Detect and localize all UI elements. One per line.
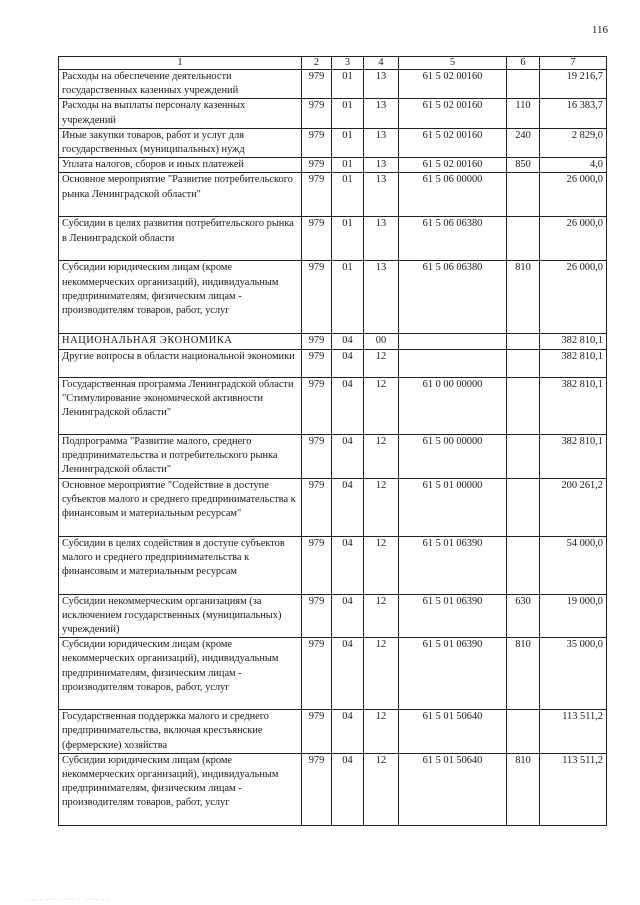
row-section-code: 04 [332, 434, 364, 478]
row-gr-code: 979 [302, 349, 332, 377]
row-name: Уплата налогов, сборов и иных платежей [59, 158, 302, 173]
row-expense-type [507, 70, 540, 99]
table-row [59, 158, 607, 173]
row-subsection-code: 12 [364, 753, 399, 825]
table-row [59, 710, 607, 754]
row-subsection-code: 13 [364, 70, 399, 99]
row-amount: 19 000,0 [540, 594, 607, 638]
row-subsection-code: 13 [364, 173, 399, 217]
row-amount: 4,0 [540, 158, 607, 173]
row-section-code: 04 [332, 334, 364, 349]
row-section-code: 01 [332, 70, 364, 99]
row-expense-type [507, 349, 540, 377]
row-target-code: 61 5 02 00160 [399, 99, 507, 128]
row-name: Субсидии юридическим лицам (кроме некоммерческих организаций), индивидуальным предпринимателям, физическим лицам - производителям товаров, работ, услуг [59, 638, 302, 710]
table-row [59, 70, 607, 99]
row-name: Расходы на обеспечение деятельности государственных казенных учреждений [59, 70, 302, 99]
row-name: Субсидии юридическим лицам (кроме некоммерческих организаций), индивидуальным предпринимателям, физическим лицам - производителям товаров, работ, услуг [59, 753, 302, 825]
row-section-code: 01 [332, 128, 364, 157]
row-name: Подпрограмма "Развитие малого, среднего предпринимательства и потребительского рынка Ленинградской области" [59, 434, 302, 478]
column-header: 7 [540, 57, 607, 70]
row-name: Основное мероприятие "Развитие потребительского рынка Ленинградской области" [59, 173, 302, 217]
table-row [59, 478, 607, 536]
row-section-code: 04 [332, 638, 364, 710]
row-amount: 26 000,0 [540, 261, 607, 334]
row-section-code: 04 [332, 753, 364, 825]
row-target-code: 61 5 01 06390 [399, 638, 507, 710]
row-amount: 26 000,0 [540, 217, 607, 261]
column-header: 3 [332, 57, 364, 70]
row-gr-code: 979 [302, 434, 332, 478]
row-expense-type: 810 [507, 753, 540, 825]
row-gr-code: 979 [302, 594, 332, 638]
row-subsection-code: 12 [364, 710, 399, 754]
page-number: 116 [591, 24, 608, 36]
row-expense-type: 110 [507, 99, 540, 128]
row-gr-code: 979 [302, 158, 332, 173]
row-name: Расходы на выплаты персоналу казенных учреждений [59, 99, 302, 128]
row-target-code [399, 334, 507, 349]
row-gr-code: 979 [302, 173, 332, 217]
row-expense-type: 810 [507, 261, 540, 334]
row-amount: 35 000,0 [540, 638, 607, 710]
column-header: 6 [507, 57, 540, 70]
row-amount: 382 810,1 [540, 434, 607, 478]
row-section-code: 04 [332, 710, 364, 754]
row-target-code: 61 5 00 00000 [399, 434, 507, 478]
row-target-code: 61 5 02 00160 [399, 128, 507, 157]
row-gr-code: 979 [302, 710, 332, 754]
row-amount: 54 000,0 [540, 536, 607, 594]
row-section-code: 04 [332, 594, 364, 638]
row-gr-code: 979 [302, 334, 332, 349]
table-row [59, 217, 607, 261]
row-gr-code: 979 [302, 536, 332, 594]
row-name: Государственная программа Ленинградской области "Стимулирование экономической активности Ленинградской области" [59, 377, 302, 434]
row-expense-type: 810 [507, 638, 540, 710]
row-section-code: 01 [332, 217, 364, 261]
row-section-code: 04 [332, 377, 364, 434]
row-amount: 19 216,7 [540, 70, 607, 99]
row-name: Другие вопросы в области национальной экономики [59, 349, 302, 377]
table-row [59, 99, 607, 128]
row-target-code [399, 349, 507, 377]
row-expense-type: 240 [507, 128, 540, 157]
table-row [59, 434, 607, 478]
row-expense-type [507, 334, 540, 349]
row-gr-code: 979 [302, 753, 332, 825]
row-target-code: 61 0 00 00000 [399, 377, 507, 434]
row-gr-code: 979 [302, 478, 332, 536]
row-subsection-code: 13 [364, 217, 399, 261]
row-expense-type [507, 217, 540, 261]
row-name: НАЦИОНАЛЬНАЯ ЭКОНОМИКА [59, 334, 302, 349]
row-expense-type [507, 377, 540, 434]
row-target-code: 61 5 06 00000 [399, 173, 507, 217]
row-target-code: 61 5 01 00000 [399, 478, 507, 536]
row-subsection-code: 13 [364, 158, 399, 173]
row-amount: 113 511,2 [540, 710, 607, 754]
row-amount: 382 810,1 [540, 377, 607, 434]
table-row [59, 173, 607, 217]
row-section-code: 04 [332, 536, 364, 594]
row-expense-type: 630 [507, 594, 540, 638]
row-amount: 382 810,1 [540, 349, 607, 377]
row-expense-type [507, 710, 540, 754]
row-name: Субсидии в целях содействия в доступе субъектов малого и среднего предпринимательства к финансовым и материальным ресурсам [59, 536, 302, 594]
row-section-code: 01 [332, 261, 364, 334]
row-expense-type: 850 [507, 158, 540, 173]
row-subsection-code: 12 [364, 638, 399, 710]
table-row [59, 261, 607, 334]
row-name: Субсидии в целях развития потребительского рынка в Ленинградской области [59, 217, 302, 261]
row-subsection-code: 00 [364, 334, 399, 349]
row-subsection-code: 12 [364, 434, 399, 478]
row-target-code: 61 5 01 06390 [399, 594, 507, 638]
row-gr-code: 979 [302, 377, 332, 434]
row-expense-type [507, 536, 540, 594]
row-gr-code: 979 [302, 70, 332, 99]
table-row [59, 128, 607, 157]
row-amount: 26 000,0 [540, 173, 607, 217]
row-expense-type [507, 434, 540, 478]
table-body [59, 70, 607, 826]
row-gr-code: 979 [302, 638, 332, 710]
row-target-code: 61 5 06 06380 [399, 217, 507, 261]
row-subsection-code: 12 [364, 594, 399, 638]
row-name: Основное мероприятие "Содействие в доступе субъектов малого и среднего предпринимательства к финансовым и материальным ресурсам" [59, 478, 302, 536]
row-gr-code: 979 [302, 128, 332, 157]
row-gr-code: 979 [302, 217, 332, 261]
budget-table [58, 56, 607, 826]
row-amount: 2 829,0 [540, 128, 607, 157]
table-row [59, 334, 607, 349]
row-expense-type [507, 173, 540, 217]
row-subsection-code: 12 [364, 536, 399, 594]
row-target-code: 61 5 01 06390 [399, 536, 507, 594]
scan-footer-marks: . ,.. ... ...... .... .. [26, 896, 110, 902]
row-amount: 382 810,1 [540, 334, 607, 349]
row-section-code: 01 [332, 173, 364, 217]
row-subsection-code: 12 [364, 349, 399, 377]
table-row [59, 638, 607, 710]
table-row [59, 536, 607, 594]
row-section-code: 01 [332, 158, 364, 173]
column-header: 2 [302, 57, 332, 70]
row-subsection-code: 13 [364, 261, 399, 334]
row-subsection-code: 12 [364, 377, 399, 434]
column-header: 1 [59, 57, 302, 70]
row-section-code: 04 [332, 478, 364, 536]
row-target-code: 61 5 06 06380 [399, 261, 507, 334]
row-target-code: 61 5 02 00160 [399, 70, 507, 99]
table-row [59, 377, 607, 434]
row-subsection-code: 13 [364, 128, 399, 157]
table-row [59, 753, 607, 825]
row-name: Субсидии юридическим лицам (кроме некоммерческих организаций), индивидуальным предпринимателям, физическим лицам - производителям товаров, работ, услуг [59, 261, 302, 334]
table-header-row [59, 57, 607, 70]
row-amount: 113 511,2 [540, 753, 607, 825]
row-name: Субсидии некоммерческим организациям (за исключением государственных (муниципальных) учреждений) [59, 594, 302, 638]
row-amount: 200 261,2 [540, 478, 607, 536]
row-subsection-code: 13 [364, 99, 399, 128]
row-target-code: 61 5 01 50640 [399, 753, 507, 825]
row-expense-type [507, 478, 540, 536]
row-name: Иные закупки товаров, работ и услуг для государственных (муниципальных) нужд [59, 128, 302, 157]
row-section-code: 04 [332, 349, 364, 377]
column-header: 4 [364, 57, 399, 70]
row-target-code: 61 5 02 00160 [399, 158, 507, 173]
row-gr-code: 979 [302, 99, 332, 128]
row-name: Государственная поддержка малого и среднего предпринимательства, включая крестьянские (фермерские) хозяйства [59, 710, 302, 754]
row-amount: 16 383,7 [540, 99, 607, 128]
column-header: 5 [399, 57, 507, 70]
row-section-code: 01 [332, 99, 364, 128]
row-target-code: 61 5 01 50640 [399, 710, 507, 754]
table-row [59, 594, 607, 638]
table-row [59, 349, 607, 377]
row-subsection-code: 12 [364, 478, 399, 536]
row-gr-code: 979 [302, 261, 332, 334]
